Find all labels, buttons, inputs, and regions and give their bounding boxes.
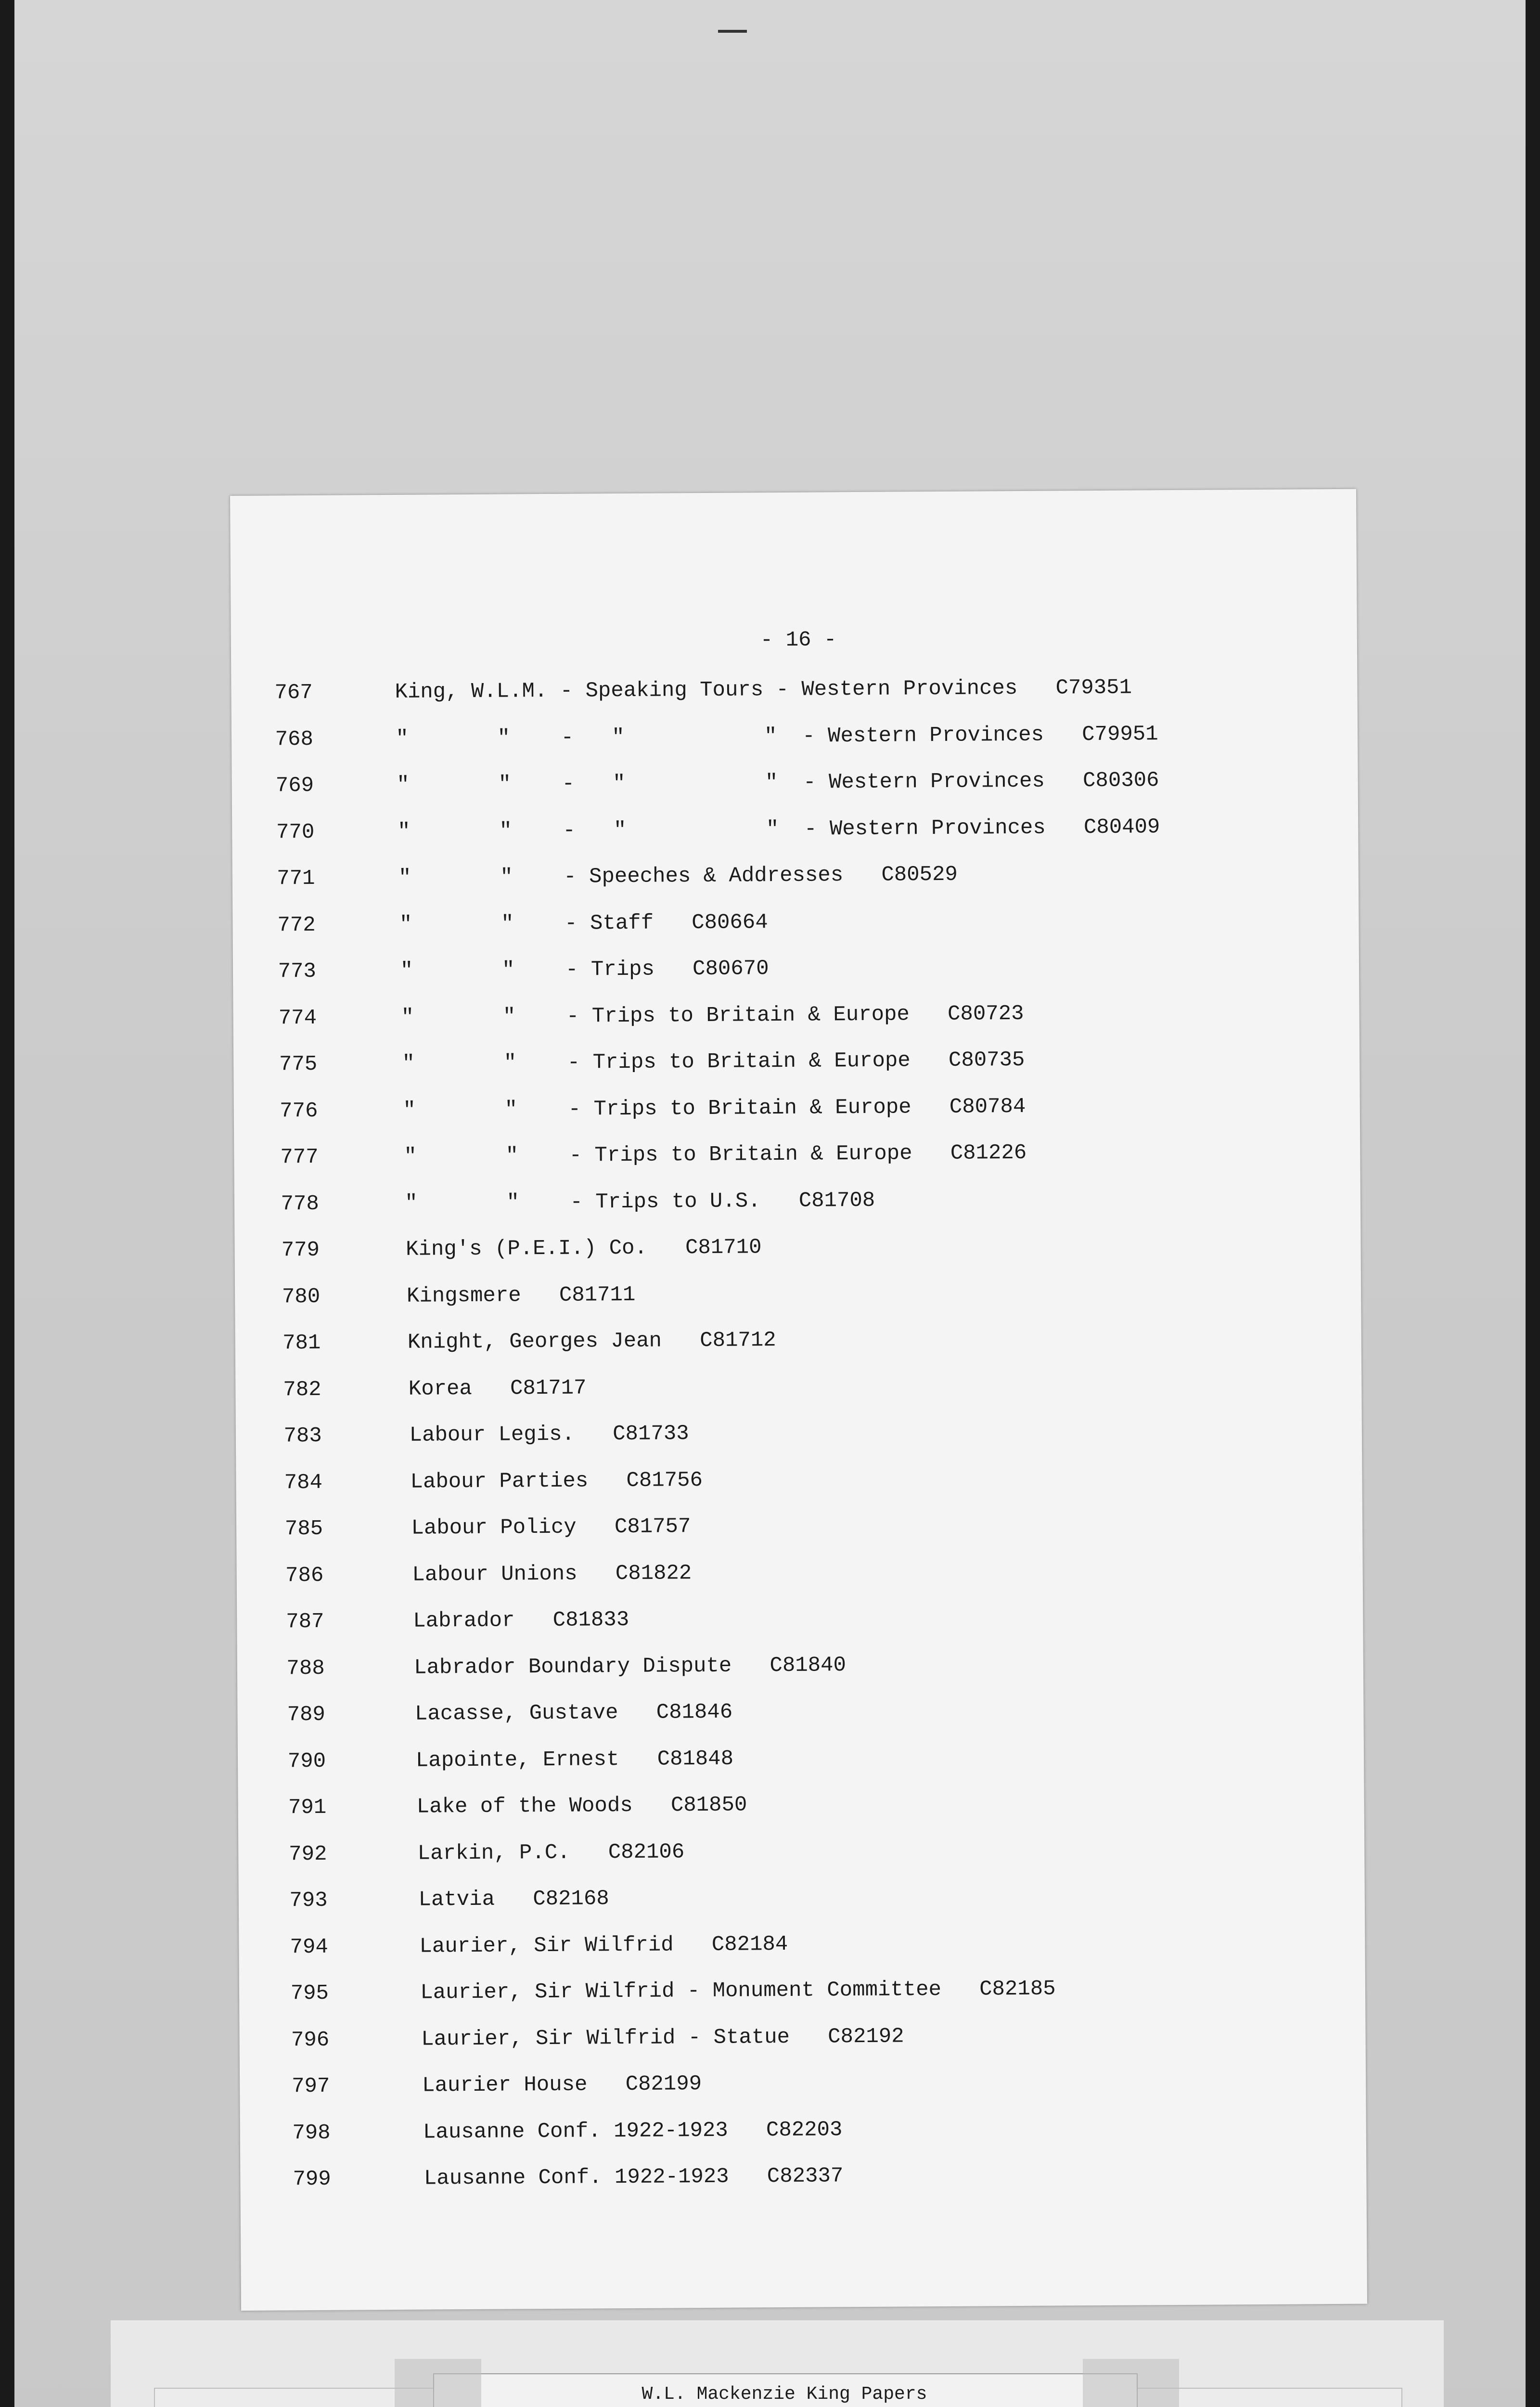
list-item <box>231 674 1338 710</box>
entry-number: 768 <box>275 727 314 751</box>
entry-number: 794 <box>290 1935 328 1959</box>
list-item <box>234 1185 1341 1221</box>
entry-number: 781 <box>282 1331 321 1356</box>
list-item <box>233 953 1340 989</box>
entry-number: 795 <box>290 1981 329 2006</box>
entry-number: 788 <box>286 1656 325 1681</box>
entry-text: King, W.L.M. - Speaking Tours - Western Provinces C79351 <box>395 675 1132 704</box>
entry-number: 769 <box>275 773 314 798</box>
entry-text: Laurier, Sir Wilfrid - Monument Committee C82185 <box>420 1977 1056 2005</box>
entry-text: Lapointe, Ernest C81848 <box>415 1747 734 1773</box>
entry-number: 775 <box>279 1052 318 1077</box>
list-item <box>239 1975 1346 2011</box>
entry-number: 793 <box>289 1888 328 1913</box>
list-item <box>240 2161 1347 2197</box>
list-item <box>237 1650 1344 1685</box>
entry-text: Laurier House C82199 <box>422 2072 702 2098</box>
list-item <box>236 1464 1343 1500</box>
list-item <box>239 2021 1346 2057</box>
entry-number: 786 <box>285 1563 324 1588</box>
page-number: - 16 - <box>760 628 837 653</box>
entry-number: 792 <box>289 1842 327 1866</box>
entry-text: Latvia C82168 <box>418 1887 609 1912</box>
entry-number: 767 <box>274 680 313 705</box>
entry-text: Kingsmere C81711 <box>406 1282 636 1308</box>
list-item <box>232 814 1339 849</box>
entry-number: 772 <box>277 913 316 937</box>
list-item <box>240 2068 1347 2104</box>
entry-text: Lausanne Conf. 1922-1923 C82337 <box>424 2164 844 2191</box>
entry-text: " " - " " - Western Provinces C80409 <box>398 815 1160 844</box>
list-item <box>235 1278 1342 1314</box>
entry-number: 773 <box>278 959 317 984</box>
list-item <box>234 1139 1341 1175</box>
entry-text: Labour Policy C81757 <box>411 1514 691 1540</box>
entry-text: " " - Speeches & Addresses C80529 <box>398 862 958 890</box>
entry-text: " " - Staff C80664 <box>399 910 768 937</box>
entry-text: Labour Parties C81756 <box>410 1468 703 1494</box>
entry-text: Knight, Georges Jean C81712 <box>407 1328 776 1355</box>
entry-text: Labour Unions C81822 <box>412 1561 692 1587</box>
entry-text: Lausanne Conf. 1922-1923 C82203 <box>423 2117 843 2145</box>
entry-text: " " - Trips C80670 <box>400 957 769 983</box>
entry-number: 780 <box>282 1284 321 1309</box>
entry-number: 784 <box>284 1470 323 1495</box>
entry-text: " " - Trips to Britain & Europe C80784 <box>403 1094 1026 1123</box>
list-item <box>239 1882 1346 1918</box>
list-item <box>232 860 1339 896</box>
entry-number: 776 <box>280 1099 318 1123</box>
list-item <box>240 2114 1347 2150</box>
list-item <box>238 1789 1345 1825</box>
film-edge-left <box>0 0 14 2407</box>
list-item <box>237 1604 1344 1639</box>
entry-text: Lacasse, Gustave C81846 <box>414 1700 733 1726</box>
entry-number: 785 <box>284 1516 323 1541</box>
entry-text: Lake of the Woods C81850 <box>416 1793 747 1819</box>
entry-number: 791 <box>288 1795 327 1820</box>
entry-text: " " - Trips to Britain & Europe C80735 <box>402 1048 1025 1076</box>
entry-text: " " - Trips to U.S. C81708 <box>405 1188 875 1216</box>
entry-number: 789 <box>287 1702 326 1727</box>
entry-number: 799 <box>293 2167 331 2192</box>
entry-number: 777 <box>280 1145 319 1170</box>
collection-title: W.L. Mackenzie King Papers <box>642 2384 927 2405</box>
list-item <box>233 999 1340 1035</box>
entry-number: 797 <box>292 2074 330 2099</box>
entry-text: Laurier, Sir Wilfrid C82184 <box>419 1932 788 1959</box>
film-mark <box>718 30 747 33</box>
entry-number: 782 <box>283 1377 321 1402</box>
list-item <box>237 1696 1344 1732</box>
entry-number: 796 <box>291 2028 330 2052</box>
list-item <box>234 1232 1341 1268</box>
list-item <box>236 1511 1343 1546</box>
entry-number: 783 <box>283 1423 322 1449</box>
list-item <box>231 721 1338 756</box>
entry-number: 779 <box>281 1238 320 1263</box>
entry-text: " " - " " - Western Provinces C80306 <box>397 768 1159 797</box>
entry-number: 790 <box>287 1749 326 1773</box>
entry-number: 798 <box>292 2121 331 2145</box>
list-item <box>234 1092 1341 1128</box>
entry-number: 774 <box>278 1006 317 1030</box>
list-item <box>235 1371 1342 1407</box>
entry-text: Korea C81717 <box>408 1376 587 1401</box>
list-item <box>238 1743 1345 1778</box>
entry-number: 770 <box>276 820 315 844</box>
entry-text: Labour Legis. C81733 <box>409 1422 689 1448</box>
list-item <box>237 1557 1344 1592</box>
entry-text: " " - Trips to Britain & Europe C81226 <box>404 1140 1027 1169</box>
list-item <box>238 1836 1345 1871</box>
entry-text: Laurier, Sir Wilfrid - Statue C82192 <box>421 2024 904 2052</box>
list-item <box>233 1046 1340 1082</box>
entry-text: Larkin, P.C. C82106 <box>417 1839 685 1866</box>
list-item <box>232 906 1339 942</box>
document-page <box>230 489 1367 2311</box>
entry-number: 787 <box>286 1609 324 1634</box>
list-item <box>236 1418 1343 1453</box>
entry-number: 778 <box>281 1191 319 1216</box>
entry-text: Labrador C81833 <box>413 1607 629 1633</box>
film-edge-right <box>1526 0 1540 2407</box>
list-item <box>239 1928 1346 1964</box>
entry-text: King's (P.E.I.) Co. C81710 <box>406 1235 762 1262</box>
list-item <box>232 767 1339 803</box>
entry-number: 771 <box>277 866 315 891</box>
entry-text: " " - Trips to Britain & Europe C80723 <box>401 1001 1024 1030</box>
list-item <box>235 1325 1342 1360</box>
entry-text: " " - " " - Western Provinces C79951 <box>396 722 1158 751</box>
entry-text: Labrador Boundary Dispute C81840 <box>414 1653 847 1680</box>
